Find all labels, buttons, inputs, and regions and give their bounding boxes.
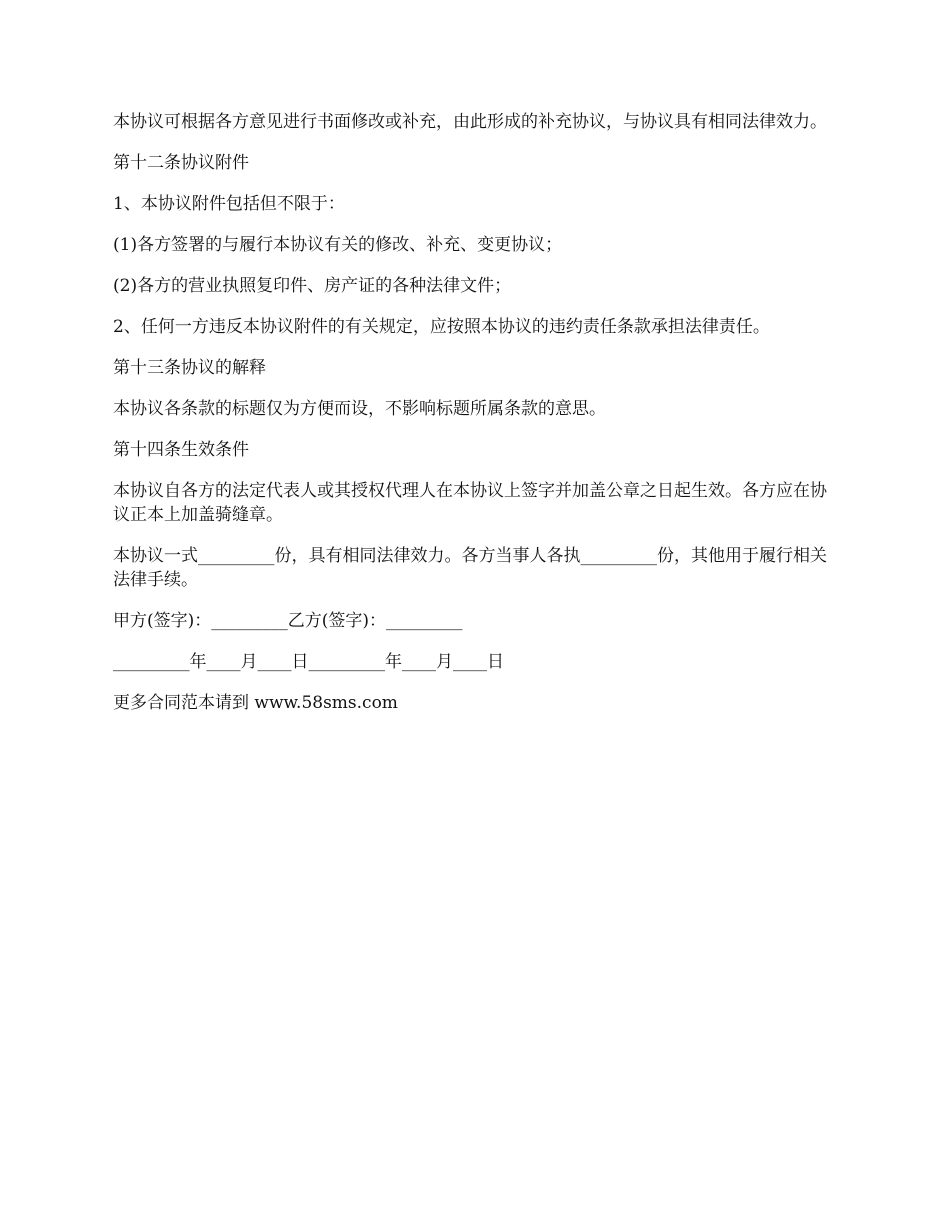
footer-more-contracts: 更多合同范本请到 www.58sms.com — [113, 693, 398, 713]
paragraph-attachment-breach: 2、任何一方违反本协议附件的有关规定，应按照本协议的违约责任条款承担法律责任。 — [113, 317, 770, 337]
paragraph-interpretation: 本协议各条款的标题仅为方便而设，不影响标题所属条款的意思。 — [113, 399, 606, 419]
heading-article-12: 第十二条协议附件 — [113, 153, 249, 173]
heading-article-13: 第十三条协议的解释 — [113, 358, 266, 378]
paragraph-attachment-item-1: (1)各方签署的与履行本协议有关的修改、补充、变更协议； — [113, 235, 563, 255]
date-line: _________年____月____日_________年____月____日 — [113, 652, 504, 672]
document-page — [113, 110, 841, 732]
paragraph-copies: 本协议一式_________份，具有相同法律效力。各方当事人各执_________份，其他用于履行相关法律手续。 — [113, 546, 827, 590]
paragraph-effectiveness: 本协议自各方的法定代表人或其授权代理人在本协议上签字并加盖公章之日起生效。各方应在协议正本上加盖骑缝章。 — [113, 481, 827, 525]
paragraph-amendment: 本协议可根据各方意见进行书面修改或补充，由此形成的补充协议，与协议具有相同法律效力。 — [113, 112, 827, 132]
heading-article-14: 第十四条生效条件 — [113, 440, 249, 460]
signature-line: 甲方(签字)：_________乙方(签字)：_________ — [113, 611, 463, 631]
paragraph-attachment-item-2: (2)各方的营业执照复印件、房产证的各种法律文件； — [113, 276, 512, 296]
paragraph-attachments-intro: 1、本协议附件包括但不限于： — [113, 194, 345, 214]
